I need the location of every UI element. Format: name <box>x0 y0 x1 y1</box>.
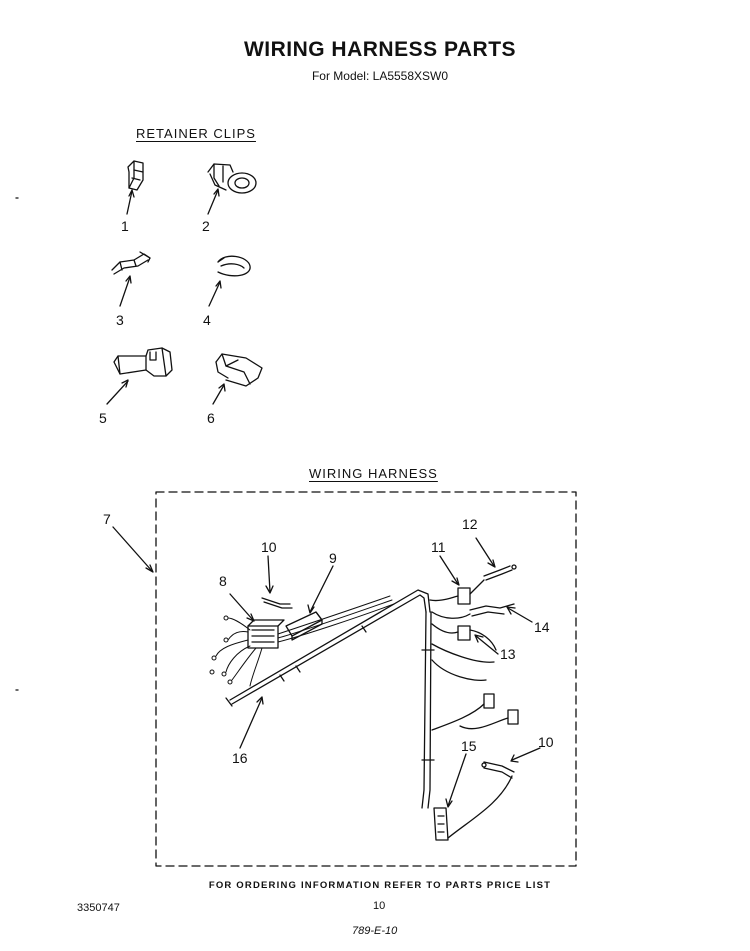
callout-10-top-leader <box>266 556 273 593</box>
retainer-clip-2-drawing <box>208 164 256 193</box>
harness-kit-frame <box>156 492 576 866</box>
callout-11-leader <box>440 556 459 585</box>
retainer-clip-3-drawing <box>112 252 150 274</box>
callout-4: 4 <box>203 312 211 328</box>
model-line: For Model: LA5558XSW0 <box>311 69 449 83</box>
wiring-harness-heading: WIRING HARNESS <box>309 466 438 481</box>
page-title: WIRING HARNESS PARTS <box>243 38 517 61</box>
callout-5-leader <box>107 380 128 404</box>
retainer-clip-6-drawing <box>216 354 262 386</box>
callout-12-leader <box>476 538 495 567</box>
callout-10-top: 10 <box>261 539 277 555</box>
callout-16: 16 <box>232 750 248 766</box>
connector-13 <box>432 624 496 680</box>
revision-code: 789-E-10 <box>352 925 398 937</box>
callout-6: 6 <box>207 410 215 426</box>
callout-3-leader <box>120 276 131 306</box>
callout-7-leader <box>113 527 153 572</box>
callout-2: 2 <box>202 218 210 234</box>
callout-6-leader <box>213 384 225 404</box>
terminal-10-bottom <box>482 762 514 778</box>
callout-4-leader <box>209 281 221 306</box>
retainer-clip-1-drawing <box>128 161 143 190</box>
callout-15: 15 <box>461 738 477 754</box>
page-number: 10 <box>373 900 386 912</box>
callout-12: 12 <box>462 516 478 532</box>
callout-9: 9 <box>329 550 337 566</box>
retainer-clip-5-drawing <box>114 348 172 376</box>
harness-lower-branch <box>432 694 518 730</box>
callout-14-leader <box>507 607 532 622</box>
terminal-10-top <box>262 598 292 608</box>
harness-wire-fan <box>210 596 394 686</box>
callout-8: 8 <box>219 573 227 589</box>
callout-11: 11 <box>431 539 446 555</box>
connector-15 <box>434 808 448 840</box>
callout-10-bottom-leader <box>511 748 540 762</box>
retainer-clip-4-drawing <box>218 256 250 276</box>
document-number: 3350747 <box>77 902 120 914</box>
callout-9-leader <box>308 566 333 613</box>
callout-3: 3 <box>116 312 124 328</box>
terminal-14 <box>432 604 514 618</box>
callout-16-leader <box>240 697 263 748</box>
callout-2-leader <box>208 189 219 214</box>
callout-8-leader <box>230 594 254 621</box>
callout-1-leader <box>127 190 134 214</box>
callout-5: 5 <box>99 410 107 426</box>
ordering-note: FOR ORDERING INFORMATION REFER TO PARTS PRICE LIST <box>208 880 552 891</box>
callout-14: 14 <box>534 619 550 635</box>
callout-1: 1 <box>121 218 129 234</box>
callout-10-bottom: 10 <box>538 734 554 750</box>
callout-13: 13 <box>500 646 516 662</box>
callout-7: 7 <box>103 511 111 527</box>
harness-main-trunk <box>226 590 434 808</box>
terminal-12 <box>484 565 516 580</box>
retainer-clips-heading: RETAINER CLIPS <box>136 126 256 141</box>
